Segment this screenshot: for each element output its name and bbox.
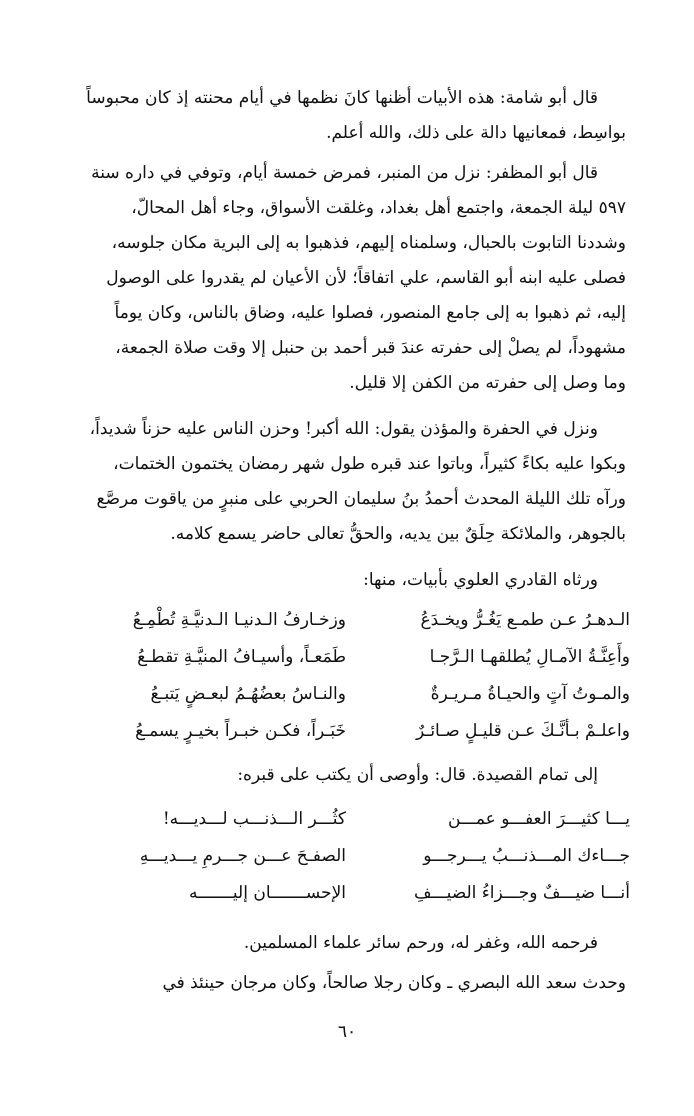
- verse-first-hemistich: الـدهـرُ عـن طمـع يَغُـرُّ ويخـدَعُ: [420, 610, 630, 630]
- text-line: إليه، ثم ذهبوا به إلى جامع المنصور، فصلوا عليه، وضاق بالناس، وكان يوماً: [114, 303, 626, 323]
- verse-first-hemistich: أنـــا ضيـــفٌ وجـــزاءُ الضيـــفِ: [414, 883, 630, 903]
- verse-second-hemistich: كثُـــر الـــذنـــب لـــديـــه!: [162, 809, 346, 829]
- text-line: قال أبو شامة: هذه الأبيات أظنها كانَ نظمها في أيام محنته إذ كان محبوساً: [86, 88, 598, 108]
- text-line: قال أبو المظفر: نزل من المنبر، فمرض خمسة أيام، وتوفي في داره سنة: [91, 163, 598, 183]
- text-line: وشددنا التابوت بالحبال، وسلمناه إليهم، فذهبوا به إلى البرية مكان جلوسه،: [111, 233, 626, 253]
- paragraph-abu-muzaffar: [86, 156, 626, 401]
- verse-line: [86, 801, 630, 838]
- text-line: مشهوداً، لم يصلْ إلى حفرته عندَ قبر أحمد بن حنبل إلا وقت صلاة الجمعة،: [115, 338, 626, 358]
- text-line: فرحمه الله، وغفر له، ورحم سائر علماء المسلمين.: [243, 933, 598, 953]
- verse-line: [86, 713, 630, 750]
- text-line: بالجوهر، والملائكة حِلَقٌ بين يديه، والحقُّ تعالى حاضر يسمع كلامه.: [170, 524, 626, 544]
- paragraph-burial: [86, 412, 626, 552]
- verse-line: [86, 639, 630, 676]
- verse-second-hemistich: خَبَـراً، فكـن خبـراً بخيـرٍ يسمـعُ: [135, 721, 346, 741]
- verse-line: [86, 676, 630, 713]
- verse-line: [86, 838, 630, 875]
- verse-line: [86, 875, 630, 912]
- verse-second-hemistich: طَمَعـاً، وأسيـافُ المنيَّـةِ تقطـعُ: [137, 647, 346, 667]
- text-line: وبكوا عليه بكاءً كثيراً، وباتوا عند قبره طول شهر رمضان يختمون الختمات،: [113, 454, 626, 474]
- verse-first-hemistich: يـــا كثيـــرَ العفـــو عمـــن: [447, 809, 630, 829]
- verse-second-hemistich: وزخـارفُ الـدنيـا الـدنيَّـةِ تُطْمِـعُ: [132, 610, 346, 630]
- verse-line: [86, 602, 630, 639]
- verse-first-hemistich: والمـوتُ آتٍ والحيـاةُ مـريـرةٌ: [430, 684, 630, 704]
- verse-first-hemistich: جـــاءك المـــذنـــبُ يـــرجـــو: [423, 846, 630, 866]
- text-line: ورثاه القادري العلوي بأبيات، منها:: [363, 570, 598, 590]
- text-line: وحدث سعد الله البصري ـ وكان رجلا صالحاً، وكان مرجان حينئذ في: [162, 973, 626, 993]
- text-line: ونزل في الحفرة والمؤذن يقول: الله أكبر! وحزن الناس عليه حزناً شديداً،: [89, 419, 598, 439]
- verse-first-hemistich: واعلـمْ بـأنَّـكَ عـن قليـلٍ صـائـرٌ: [415, 721, 630, 741]
- paragraph-closing: [86, 926, 626, 1001]
- verse-second-hemistich: والنـاسُ بعضُهُـمُ لبعـضٍ يَتبـعُ: [150, 684, 346, 704]
- text-line: فصلى عليه ابنه أبو القاسم، علي اتفاقاً؛ لأن الأعيان لم يقدروا على الوصول: [106, 268, 626, 288]
- text-line: ورآه تلك الليلة المحدث أحمدُ بنُ سليمان الحربي على منبرٍ من ياقوت مرصَّع: [96, 489, 626, 509]
- text-line: إلى تمام القصيدة. قال: وأوصى أن يكتب على قبره:: [237, 765, 598, 785]
- poem-elegy: [86, 602, 630, 750]
- verse-first-hemistich: وأَعِنَّـةُ الآمـالِ يُطلقهـا الـرَّجـا: [429, 647, 630, 667]
- text-line: بواسِط، فمعانيها دالة على ذلك، والله أعلم.: [326, 123, 626, 143]
- page-number: ٦٠: [337, 1022, 357, 1042]
- paragraph-transition: [86, 758, 626, 793]
- paragraph-abu-shama: [86, 81, 626, 151]
- verse-second-hemistich: الإحســـــــان إليـــــــه: [188, 883, 346, 903]
- text-line: ٥٩٧ ليلة الجمعة، واجتمع أهل بغداد، وغلقت الأسواق، وجاء أهل المحالّ،: [131, 198, 626, 218]
- verse-second-hemistich: الصفـحَ عـــن جـــرمِ يـــديـــهِ: [139, 846, 346, 866]
- paragraph-elegy-intro: [86, 563, 626, 598]
- poem-epitaph: [86, 801, 630, 912]
- text-line: وما وصل إلى حفرته من الكفن إلا قليل.: [349, 373, 626, 393]
